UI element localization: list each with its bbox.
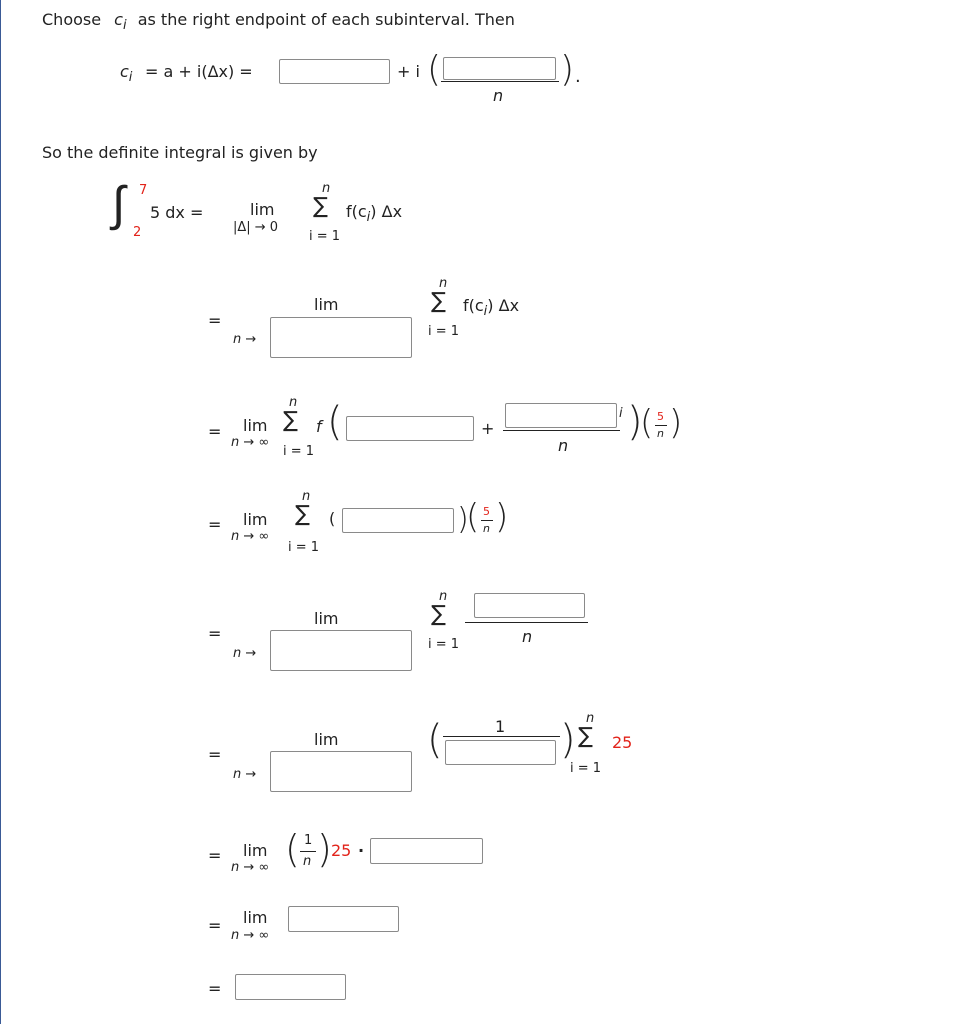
- n-arrow-inf-row4: n → ∞: [231, 529, 270, 544]
- row7-sum-input[interactable]: [370, 838, 483, 864]
- open-paren-row3: (: [327, 399, 343, 445]
- sigma-bottom-row3: i = 1: [283, 444, 315, 459]
- lim-row5: lim: [314, 609, 339, 628]
- integrand: 5 dx =: [150, 203, 204, 222]
- ci-fraction-bar: [441, 81, 559, 82]
- integral-lower-limit: 2: [133, 225, 142, 240]
- lim-row6: lim: [314, 730, 339, 749]
- f-row3: f: [316, 417, 322, 436]
- row7-frac-bar: [300, 851, 316, 852]
- ci-label: [120, 64, 132, 84]
- ci-dx-numerator-input[interactable]: [443, 57, 556, 80]
- row5-denominator-n: n: [522, 627, 533, 646]
- lim-row7: lim: [243, 841, 268, 860]
- row4-frac-bar: [481, 520, 493, 521]
- eq-row5: =: [208, 624, 222, 643]
- lim-text: lim: [250, 200, 275, 219]
- open-paren-row4: (: [329, 509, 336, 528]
- eq-row6: =: [208, 745, 222, 764]
- row5-fraction-bar: [465, 622, 588, 623]
- intro-tail: as the right endpoint of each subinterval. Then: [137, 10, 515, 29]
- row4-expression-input[interactable]: [342, 508, 454, 533]
- row3-frac-5: 5: [657, 410, 664, 423]
- ci-label-subscript: i: [128, 70, 133, 86]
- eq-row2: =: [208, 311, 222, 330]
- close-paren-5n-row3: ): [669, 403, 683, 443]
- intro-word: Choose: [42, 10, 102, 29]
- close-paren-row4: ): [457, 502, 469, 537]
- row6-constant-25: 25: [612, 733, 633, 752]
- ci-a-input[interactable]: [279, 59, 390, 84]
- row4-frac-n: n: [483, 522, 490, 535]
- row6-fraction-bar: [443, 736, 560, 737]
- ci-denominator-n: n: [493, 86, 504, 105]
- integral-sign: ∫: [112, 176, 126, 232]
- sigma-row4: ∑: [295, 502, 310, 527]
- ci-period: .: [575, 66, 581, 87]
- summand-row2-head: f(c: [463, 296, 484, 315]
- sigma-top-row3: n: [289, 395, 298, 410]
- eq-row9: =: [208, 979, 222, 998]
- sigma-bottom-row6: i = 1: [570, 761, 602, 776]
- plus-row3: +: [481, 419, 495, 438]
- row7-frac-n: n: [303, 854, 312, 869]
- close-paren-row3: ): [627, 399, 643, 445]
- integral-upper-limit: 7: [139, 183, 148, 198]
- row2-limit-input[interactable]: [270, 317, 412, 358]
- plus-i-text: + i: [397, 62, 420, 81]
- row3-fraction-bar: [503, 430, 620, 431]
- n-arrow-inf-row7: n → ∞: [231, 860, 270, 875]
- ci-open-paren: (: [427, 49, 442, 90]
- ci-subscript: i: [122, 18, 127, 34]
- eq-row8: =: [208, 916, 222, 935]
- lim-row3: lim: [243, 416, 268, 435]
- so-text: So the definite integral is given by: [42, 143, 318, 162]
- summand-tail: ) Δx: [370, 202, 403, 221]
- sigma-row5: ∑: [431, 602, 446, 627]
- summand-row2-tail: ) Δx: [487, 296, 520, 315]
- sigma-top-row6: n: [586, 711, 595, 726]
- lim-subscript: |Δ| → 0: [233, 220, 279, 235]
- n-arrow-inf-row8: n → ∞: [231, 928, 270, 943]
- sigma-top-row5: n: [439, 589, 448, 604]
- row6-denominator-input[interactable]: [445, 740, 556, 765]
- row3-i-super: i: [619, 406, 623, 421]
- page-left-border: [0, 0, 1, 1024]
- summand-sub: i: [366, 210, 371, 226]
- summand-row2-sub: i: [483, 304, 488, 320]
- eq-row4: =: [208, 515, 222, 534]
- ci-formula: = a + i(Δx) =: [145, 62, 253, 81]
- row6-limit-input[interactable]: [270, 751, 412, 792]
- sigma-symbol: ∑: [313, 194, 328, 219]
- sigma-bottom-row4: i = 1: [288, 540, 320, 555]
- sigma-bottom-row2: i = 1: [428, 324, 460, 339]
- sigma-top-row4: n: [302, 489, 311, 504]
- ci-letter: c: [114, 10, 123, 29]
- sigma-top-row2: n: [439, 276, 448, 291]
- row7-dot: ·: [358, 841, 365, 860]
- row7-frac-1: 1: [304, 833, 313, 848]
- sigma-bottom-row5: i = 1: [428, 637, 460, 652]
- final-answer-input[interactable]: [235, 974, 346, 1000]
- sigma-top: n: [322, 181, 331, 196]
- row5-limit-input[interactable]: [270, 630, 412, 671]
- sigma-bottom: i = 1: [309, 229, 341, 244]
- open-paren-row7: (: [285, 827, 300, 871]
- lim-row4: lim: [243, 510, 268, 529]
- row5-numerator-input[interactable]: [474, 593, 585, 618]
- row3-a-input[interactable]: [346, 416, 474, 441]
- ci-label-letter: c: [120, 62, 129, 81]
- row6-numerator-1: 1: [495, 717, 506, 736]
- row3-frac-bar: [655, 425, 667, 426]
- n-arrow-row5: n →: [233, 646, 257, 661]
- eq-row3: =: [208, 422, 222, 441]
- lim-row2: lim: [314, 295, 339, 314]
- summand-head: f(c: [346, 202, 367, 221]
- row7-constant-25: 25: [331, 841, 352, 860]
- intro-text: [42, 12, 515, 32]
- row8-limit-input[interactable]: [288, 906, 399, 932]
- open-paren-row6: (: [427, 717, 443, 763]
- close-paren-row7: ): [317, 827, 332, 871]
- ci-close-paren: ): [560, 49, 575, 90]
- summand: [346, 204, 402, 224]
- open-paren-5n-row4: (: [466, 497, 480, 537]
- close-paren-row6: ): [560, 717, 576, 763]
- open-paren-5n-row3: (: [640, 403, 654, 443]
- summand-row2: [463, 298, 519, 318]
- row4-frac-5: 5: [483, 505, 490, 518]
- lim-row8: lim: [243, 908, 268, 927]
- row3-frac-n: n: [657, 427, 664, 440]
- sigma-row2: ∑: [431, 289, 446, 314]
- row3-numerator-input[interactable]: [505, 403, 617, 428]
- sigma-row6: ∑: [578, 724, 593, 749]
- ci-symbol: [114, 10, 127, 34]
- n-arrow-inf-row3: n → ∞: [231, 435, 270, 450]
- eq-row7: =: [208, 846, 222, 865]
- row3-denominator-n: n: [558, 436, 569, 455]
- n-arrow-row2: n →: [233, 332, 257, 347]
- sigma-row3: ∑: [283, 408, 298, 433]
- n-arrow-row6: n →: [233, 767, 257, 782]
- close-paren-5n-row4: ): [495, 497, 509, 537]
